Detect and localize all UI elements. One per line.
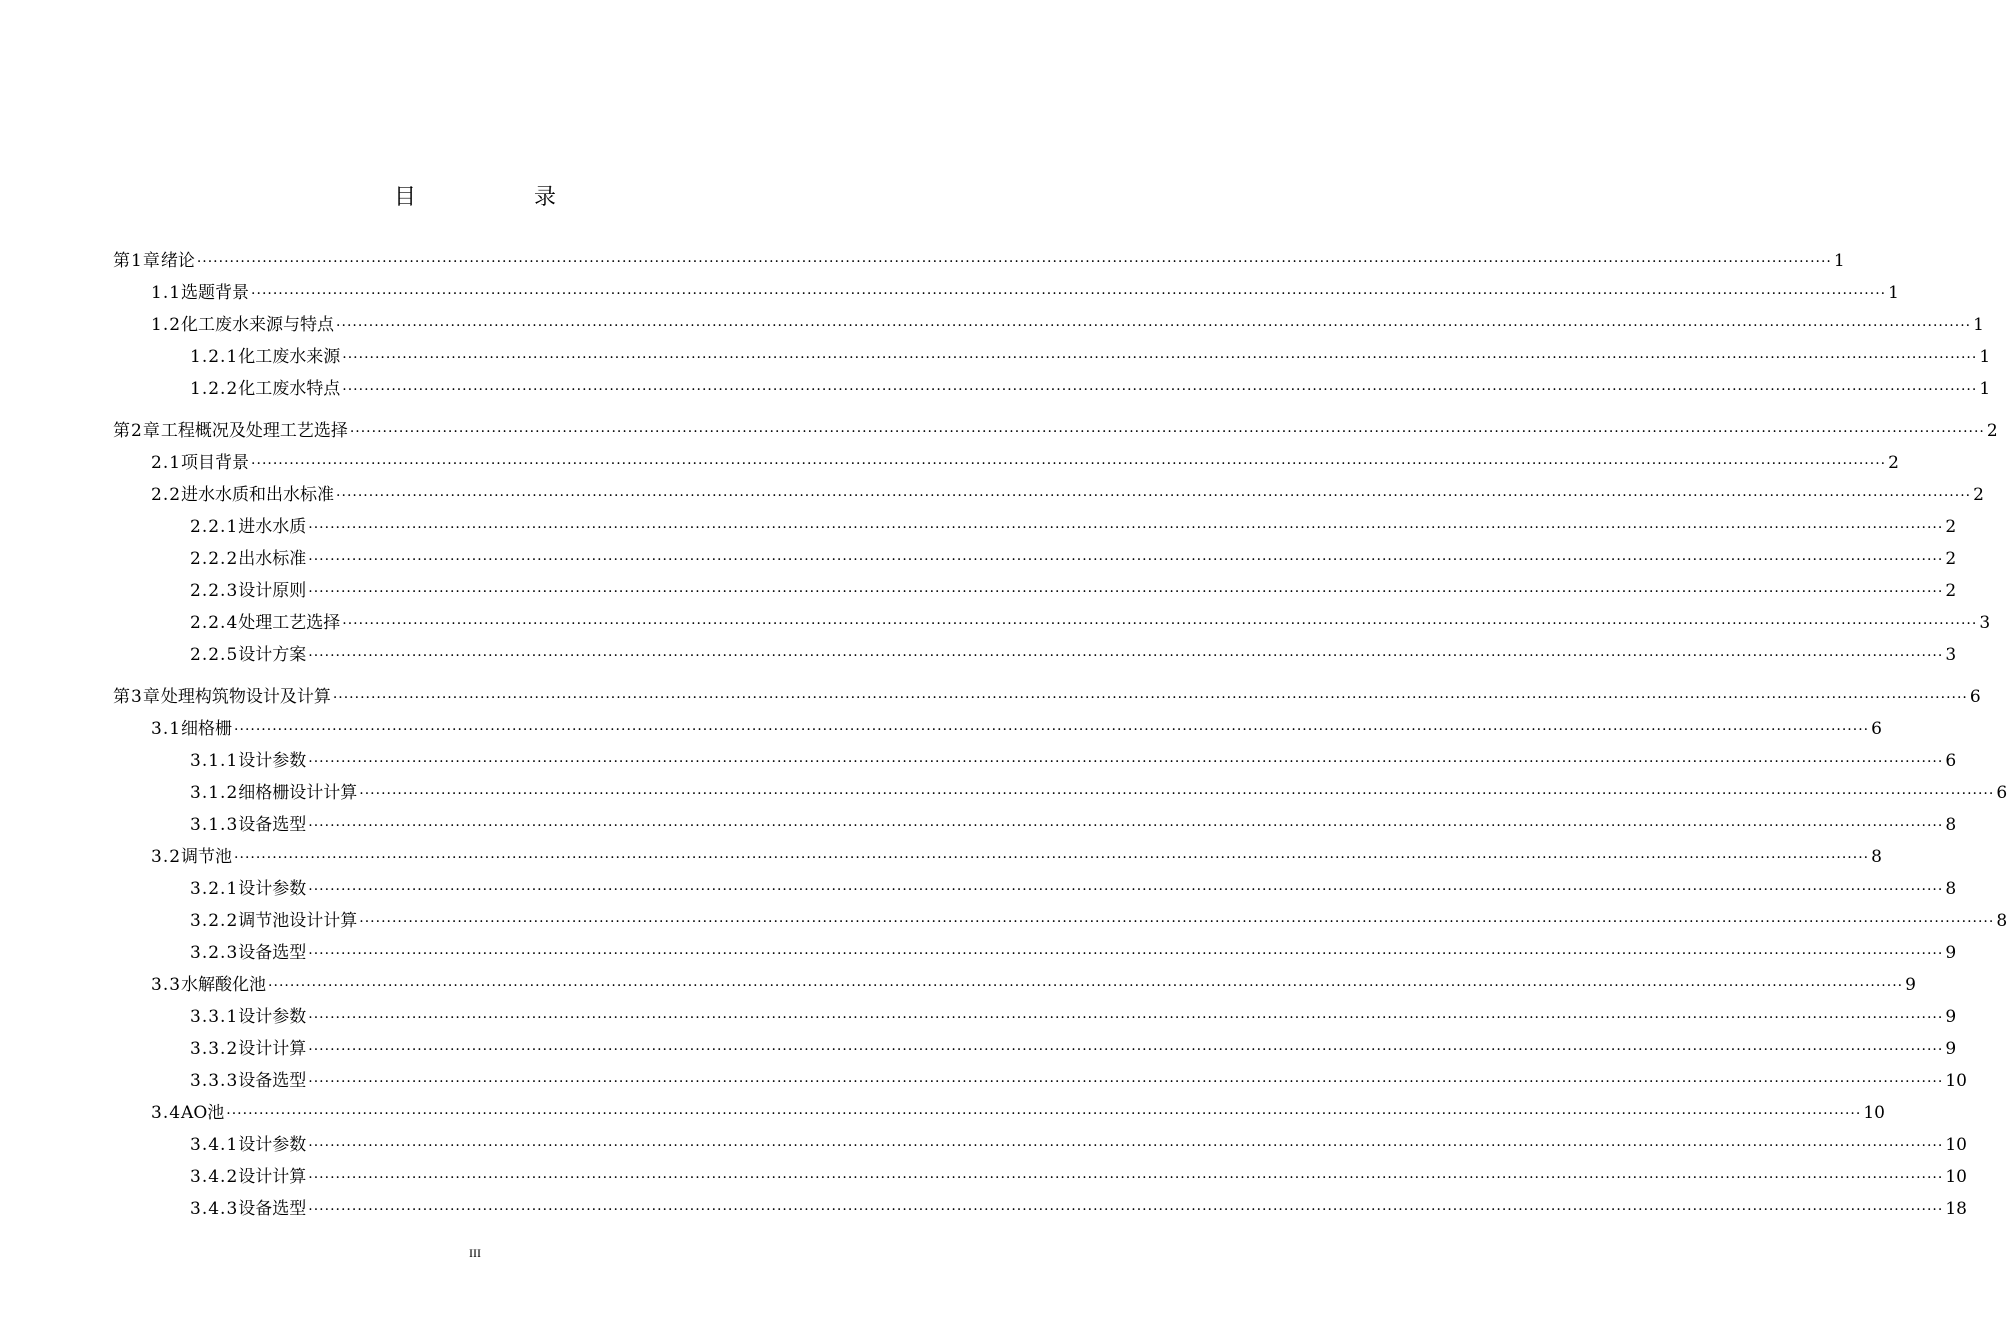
toc-entry-title: 处理构筑物设计及计算 <box>160 687 331 707</box>
toc-section-entry[interactable] <box>113 640 1957 672</box>
toc-dot-leader: ············································································································································································································································································································ <box>251 286 1887 302</box>
toc-entry-page: 2 <box>1973 485 1984 505</box>
toc-entry-number: 1.2.2 <box>190 379 239 399</box>
toc-entry-title: 设计计算 <box>238 1167 307 1187</box>
toc-dot-leader: ············································································································································································································································································································ <box>308 818 1944 834</box>
toc-section-entry[interactable] <box>113 938 1957 970</box>
toc-section-entry[interactable] <box>113 714 1882 746</box>
toc-section-entry[interactable] <box>113 1034 1957 1066</box>
toc-entry-title: 设计参数 <box>238 1007 307 1027</box>
toc-dot-leader: ············································································································································································································································································································ <box>308 520 1944 536</box>
toc-entry-page: 9 <box>1945 1007 1957 1027</box>
toc-entry-number: 3.4.1 <box>190 1135 239 1155</box>
toc-entry-title: AO池 <box>181 1103 225 1123</box>
page-title: 目 录 <box>393 185 604 210</box>
toc-dot-leader: ············································································································································································································································································································ <box>234 722 1870 738</box>
toc-entry-title: 设备选型 <box>238 815 307 835</box>
toc-entry-number: 3.1 <box>151 719 182 739</box>
toc-section-entry[interactable] <box>113 608 1991 640</box>
toc-dot-leader: ············································································································································································································································································································ <box>342 616 1978 632</box>
toc-entry-page: 3 <box>1945 645 1957 665</box>
toc-entry-page: 6 <box>1969 687 1981 707</box>
toc-entry-title: 化工废水来源与特点 <box>181 315 335 335</box>
toc-dot-leader: ············································································································································································································································································································ <box>308 584 1944 600</box>
toc-entry-page: 9 <box>1945 1039 1957 1059</box>
toc-section-entry[interactable] <box>113 1130 1967 1162</box>
toc-entry-page: 10 <box>1945 1167 1967 1187</box>
toc-chapter-entry[interactable] <box>113 246 1845 278</box>
toc-entry-page: 10 <box>1945 1135 1967 1155</box>
toc-entry-page: 2 <box>1945 581 1957 601</box>
toc-section-entry[interactable] <box>113 278 1899 310</box>
toc-entry-number: 3.2.1 <box>190 879 239 899</box>
toc-entry-number: 第1章 <box>113 251 161 271</box>
toc-entry-page: 1 <box>1888 283 1899 303</box>
toc-entry-page: 1 <box>1979 379 1991 399</box>
toc-dot-leader: ············································································································································································································································································································ <box>308 754 1944 770</box>
toc-entry-title: 设计计算 <box>238 1039 307 1059</box>
toc-dot-leader: ············································································································································································································································································································ <box>308 1042 1944 1058</box>
toc-entry-title: 设备选型 <box>238 1071 307 1091</box>
toc-entry-title: 设备选型 <box>238 943 307 963</box>
toc-section-entry[interactable] <box>113 1002 1957 1034</box>
toc-entry-number: 3.4 <box>151 1103 182 1123</box>
toc-entry-number: 2.2 <box>151 485 182 505</box>
toc-entry-title: 设计参数 <box>238 879 307 899</box>
toc-dot-leader: ············································································································································································································································································································ <box>332 690 1968 706</box>
toc-dot-leader: ············································································································································································································································································································ <box>336 488 1972 504</box>
toc-dot-leader: ············································································································································································································································································································ <box>226 1106 1862 1122</box>
table-of-contents <box>113 246 2007 1226</box>
toc-dot-leader: ············································································································································································································································································································ <box>308 1010 1944 1026</box>
toc-entry-number: 2.2.2 <box>190 549 239 569</box>
toc-entry-number: 1.1 <box>151 283 182 303</box>
toc-entry-page: 6 <box>1996 783 2007 803</box>
toc-entry-title: 项目背景 <box>181 453 250 473</box>
toc-entry-title: 绪论 <box>160 251 195 271</box>
toc-dot-leader: ············································································································································································································································································································ <box>308 1138 1944 1154</box>
toc-entry-number: 3.3 <box>151 975 182 995</box>
toc-entry-number: 3.3.1 <box>190 1007 239 1027</box>
toc-entry-title: 出水标准 <box>238 549 307 569</box>
toc-entry-number: 3.4.2 <box>190 1167 239 1187</box>
page-number-footer: III <box>469 1246 481 1260</box>
toc-entry-number: 3.1.2 <box>190 783 239 803</box>
toc-entry-number: 3.2.2 <box>190 911 239 931</box>
toc-entry-number: 1.2.1 <box>190 347 239 367</box>
toc-entry-page: 6 <box>1945 751 1957 771</box>
toc-dot-leader: ············································································································································································································································································································ <box>308 648 1944 664</box>
toc-entry-page: 2 <box>1986 421 1998 441</box>
toc-entry-title: 选题背景 <box>181 283 250 303</box>
toc-dot-leader: ············································································································································································································································································································ <box>349 424 1985 440</box>
toc-entry-page: 8 <box>1996 911 2007 931</box>
toc-entry-page: 1 <box>1833 251 1845 271</box>
toc-entry-number: 3.3.3 <box>190 1071 239 1091</box>
toc-entry-title: 细格栅设计计算 <box>238 783 358 803</box>
toc-section-entry[interactable] <box>113 810 1957 842</box>
toc-dot-leader: ············································································································································································································································································································ <box>268 978 1904 994</box>
toc-entry-page: 3 <box>1979 613 1991 633</box>
toc-entry-number: 3.2 <box>151 847 182 867</box>
toc-entry-number: 2.2.1 <box>190 517 239 537</box>
toc-entry-title: 进水水质 <box>238 517 307 537</box>
toc-chapter-entry[interactable] <box>113 416 1998 448</box>
toc-entry-title: 水解酸化池 <box>181 975 267 995</box>
toc-dot-leader: ············································································································································································································································································································ <box>251 456 1887 472</box>
toc-section-entry[interactable] <box>113 874 1957 906</box>
toc-section-entry[interactable] <box>113 1098 1885 1130</box>
toc-dot-leader: ············································································································································································································································································································ <box>308 946 1944 962</box>
toc-section-entry[interactable] <box>113 374 1991 406</box>
toc-entry-page: 9 <box>1945 943 1957 963</box>
toc-dot-leader: ············································································································································································································································································································ <box>308 1074 1944 1090</box>
toc-section-entry[interactable] <box>113 310 1984 342</box>
toc-entry-number: 3.3.2 <box>190 1039 239 1059</box>
toc-section-entry[interactable] <box>113 342 1991 374</box>
toc-entry-number: 2.1 <box>151 453 182 473</box>
toc-entry-title: 进水水质和出水标准 <box>181 485 335 505</box>
toc-section-entry[interactable] <box>113 1194 1967 1226</box>
toc-section-entry[interactable] <box>113 778 2007 810</box>
toc-section-entry[interactable] <box>113 448 1899 480</box>
toc-entry-number: 2.2.3 <box>190 581 239 601</box>
toc-entry-page: 8 <box>1945 815 1957 835</box>
toc-entry-title: 化工废水特点 <box>238 379 341 399</box>
toc-entry-number: 3.1.1 <box>190 751 239 771</box>
toc-entry-title: 调节池设计计算 <box>238 911 358 931</box>
toc-dot-leader: ············································································································································································································································································································ <box>308 1170 1944 1186</box>
toc-dot-leader: ············································································································································································································································································································ <box>336 318 1972 334</box>
toc-dot-leader: ············································································································································································································································································································ <box>308 882 1944 898</box>
toc-section-entry[interactable] <box>113 544 1957 576</box>
toc-entry-number: 3.1.3 <box>190 815 239 835</box>
toc-entry-title: 设计参数 <box>238 751 307 771</box>
toc-entry-title: 调节池 <box>181 847 233 867</box>
toc-entry-page: 2 <box>1888 453 1899 473</box>
toc-section-entry[interactable] <box>113 842 1882 874</box>
toc-entry-page: 9 <box>1905 975 1916 995</box>
toc-entry-title: 处理工艺选择 <box>238 613 341 633</box>
toc-section-entry[interactable] <box>113 1066 1967 1098</box>
toc-entry-page: 1 <box>1973 315 1984 335</box>
toc-entry-title: 设备选型 <box>238 1199 307 1219</box>
toc-dot-leader: ············································································································································································································································································································ <box>359 786 1995 802</box>
toc-dot-leader: ············································································································································································································································································································ <box>342 382 1978 398</box>
toc-entry-title: 设计参数 <box>238 1135 307 1155</box>
toc-entry-page: 8 <box>1871 847 1882 867</box>
toc-dot-leader: ············································································································································································································································································································ <box>359 914 1995 930</box>
toc-entry-number: 第2章 <box>113 421 161 441</box>
toc-entry-number: 2.2.4 <box>190 613 239 633</box>
toc-entry-title: 工程概况及处理工艺选择 <box>160 421 348 441</box>
toc-chapter-entry[interactable] <box>113 682 1981 714</box>
toc-entry-number: 第3章 <box>113 687 161 707</box>
toc-entry-number: 2.2.5 <box>190 645 239 665</box>
toc-entry-title: 设计原则 <box>238 581 307 601</box>
toc-entry-page: 2 <box>1945 517 1957 537</box>
toc-dot-leader: ············································································································································································································································································································ <box>308 552 1944 568</box>
toc-entry-number: 3.2.3 <box>190 943 239 963</box>
toc-section-entry[interactable] <box>113 746 1957 778</box>
toc-section-entry[interactable] <box>113 1162 1967 1194</box>
toc-entry-page: 1 <box>1979 347 1991 367</box>
toc-section-entry[interactable] <box>113 512 1957 544</box>
toc-entry-title: 细格栅 <box>181 719 233 739</box>
toc-section-entry[interactable] <box>113 576 1957 608</box>
toc-entry-title: 化工废水来源 <box>238 347 341 367</box>
toc-entry-page: 2 <box>1945 549 1957 569</box>
toc-section-entry[interactable] <box>113 970 1916 1002</box>
toc-section-entry[interactable] <box>113 480 1984 512</box>
toc-entry-number: 3.4.3 <box>190 1199 239 1219</box>
toc-dot-leader: ············································································································································································································································································································ <box>234 850 1870 866</box>
toc-dot-leader: ············································································································································································································································································································ <box>196 254 1832 270</box>
toc-entry-number: 1.2 <box>151 315 182 335</box>
toc-entry-page: 10 <box>1863 1103 1885 1123</box>
toc-dot-leader: ············································································································································································································································································································ <box>308 1202 1944 1218</box>
toc-entry-title: 设计方案 <box>238 645 307 665</box>
toc-entry-page: 18 <box>1945 1199 1967 1219</box>
toc-section-entry[interactable] <box>113 906 2007 938</box>
toc-entry-page: 6 <box>1871 719 1882 739</box>
toc-entry-page: 8 <box>1945 879 1957 899</box>
toc-dot-leader: ············································································································································································································································································································ <box>342 350 1978 366</box>
toc-entry-page: 10 <box>1945 1071 1967 1091</box>
